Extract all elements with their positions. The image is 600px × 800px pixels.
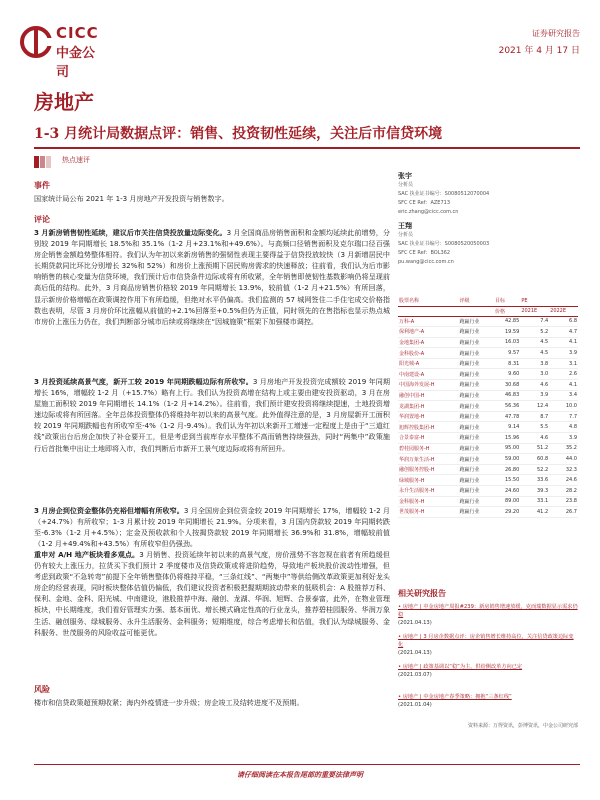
table-cell: 39.3 xyxy=(520,486,549,497)
table-cell: 4.5 xyxy=(520,348,549,359)
table-cell: 4.5 xyxy=(520,337,549,348)
table-cell: 金科股份-A xyxy=(398,348,459,359)
table-row xyxy=(398,475,578,486)
table-cell: 金科服务-H xyxy=(398,496,459,507)
table-cell: 跑赢行业 xyxy=(459,475,494,486)
cicc-logo-icon xyxy=(20,26,54,58)
related-report-item[interactable] xyxy=(398,693,578,709)
table-row xyxy=(398,401,578,412)
table-cell: 24.60 xyxy=(494,486,520,497)
table-row xyxy=(398,464,578,475)
paragraph-1-body: 3 月全国商品房销售面积和金额均延续此前增势，分别较 2019 年同期增长 18.5%和 35.1%（1-2 月+23.1%和+49.6%）。与高频口径销售面积及克尔瑞口径百强房企销售金额趋势整体相符。我们认为年初以来新房销售的强韧性表现主要得益于信贷投放较快（3 月新增居民中长期贷款同比环比分别增长 32%和 52%）和房价上涨预期下居民购房需求的快速释放；往前看，我们认为后市影响销售的核心变量为信贷环境，我们预计后市信贷条件边际或将有所收紧，全年销售即使韧性基数影响仍将呈现前高后低的结构。此外，3 月商品房销售价格较 2019 年同期增长 13.9%，较前值（1-2 月+21.5%）有所回落，显示新房价格增幅在政策调控作用下有所趋缓，但绝对水平仍偏高。我们监测的 57 城网签住二手住宅成交价格指数也表明，尽管 3 月房价环比涨幅从前值的+2.1%回落至+0.5%但仍为正值，同时领先的在售指标也显示热点城市房价上涨压力仍在，我们判断部分城市后续或将继续在“因城施策”框架下加强楼市调控。 xyxy=(34,228,390,326)
paragraph-4-body: 3 月销售、投资延续年初以来的高景气度，房价涨势不容忽视在前者有所趋缓但仍有较大上涨压力，拉货买下我们预计 2 季度楼市及信贷政策或将进阶趋势，导致地产板块股价波动性增强，但考虑到政策“不急转弯”前提下全年销售整体仍将维持平稳，“三条红线”、“两集中”等供给侧改革政策更加利好龙头房企的经营表现，同时板块整体估值仍偏低，我们建议投资者积极把握期期波动带来的低吸机会：A 股推荐万科、保利、金地、金科、阳光城、中南建设，港股推荐中海、融创、龙湖、华润、旭辉、合景泰富，此外，在物业管理板块，中长期维度，我们看好管理实力强、基本面优、增长模式确定性高的行业龙头，推荐碧桂园服务、华润万象生活、融创服务、绿城服务、永升生活服务、金科服务；短期维度，综合考虑增长和估值，我们认为绿城服务、金科服务、世茂服务的风险收益可能更优。 xyxy=(34,550,390,637)
table-header: 目标 xyxy=(494,296,520,306)
table-row xyxy=(398,337,578,348)
table-cell: 永升生活服务-H xyxy=(398,486,459,497)
sector-title: 房地产 xyxy=(34,90,94,114)
table-row xyxy=(398,369,578,380)
table-cell: 中国海外发展-H xyxy=(398,380,459,391)
table-cell: 跑赢行业 xyxy=(459,433,494,444)
related-report-date: (2021.04.13) xyxy=(398,650,432,656)
paragraph-2-lead: 3 月投资延续高景气度，新开工较 2019 年同期跌幅边际有所收窄。 xyxy=(34,377,253,386)
table-cell: 跑赢行业 xyxy=(459,496,494,507)
table-cell: 跑赢行业 xyxy=(459,411,494,422)
table-cell: 26.80 xyxy=(494,464,520,475)
table-cell: 金地集团-A xyxy=(398,337,459,348)
analyst-email[interactable]: eric.zhang@cicc.com.cn xyxy=(398,209,459,215)
table-cell: 跑赢行业 xyxy=(459,348,494,359)
table-cell: 23.8 xyxy=(549,496,578,507)
table-cell: 4.7 xyxy=(549,327,578,338)
table-cell: 15.50 xyxy=(494,475,520,486)
logo-text-en: CICC xyxy=(56,24,99,42)
analyst-sfc: SFC CE Ref：AZE713 xyxy=(398,200,451,206)
comp-table xyxy=(398,296,578,518)
paragraph-4-lead: 重申对 A/H 地产板块看多观点。 xyxy=(34,550,140,559)
table-cell: 3.0 xyxy=(520,369,549,380)
report-title: 1-3 月统计局数据点评：销售、投资韧性延续，关注后市信贷环境 xyxy=(34,126,443,142)
table-cell: 9.57 xyxy=(494,348,520,359)
table-row xyxy=(398,496,578,507)
paragraph-1-lead: 3 月新房销售韧性延续，建议后市关注信贷投放量边际变化。 xyxy=(34,228,227,237)
table-row xyxy=(398,411,578,422)
comment-paragraph-1 xyxy=(34,227,390,327)
analyst-sfc: SFC CE Ref：BOL362 xyxy=(398,250,451,256)
table-row xyxy=(398,454,578,465)
table-cell: 龙湖集团-H xyxy=(398,401,459,412)
analyst-sac: SAC 执业证书编号：S0080520050003 xyxy=(398,241,490,247)
table-row xyxy=(398,380,578,391)
table-subheader-row xyxy=(398,306,578,316)
paragraph-3-lead: 3 月房企到位资金整体仍充裕但增幅有所收窄。 xyxy=(34,506,184,515)
table-row xyxy=(398,327,578,338)
table-cell: 35.2 xyxy=(549,443,578,454)
table-cell: 2.6 xyxy=(549,369,578,380)
table-cell: 跑赢行业 xyxy=(459,358,494,369)
paragraph-3-body: 3 月全国房企到位资金较 2019 年同期增长 17%，增幅较 1-2 月（+24.7%）有所收窄；1-3 月累计较 2019 年同期增长 21.9%。分项来看，3 月国内贷款较 2019 年同期转跌至-6.3%（1-2 月+4.5%）；定金及预收款和个人按揭贷款较 2019 年同期增长 36.9%和 31.8%，增幅较前值（1-2 月+49.4%和+43.5%）有所收窄但仍强劲。 xyxy=(34,506,390,549)
table-cell: 32.3 xyxy=(549,464,578,475)
table-cell: 4.1 xyxy=(549,380,578,391)
table-cell: 59.00 xyxy=(494,454,520,465)
table-cell: 3.9 xyxy=(520,390,549,401)
table-row xyxy=(398,422,578,433)
table-cell: 29.20 xyxy=(494,507,520,518)
analyst-name: 张宇 xyxy=(398,172,412,180)
table-subheader xyxy=(398,306,459,316)
related-report-link[interactable]: • 房地产 | 3 月房企数据点评：房企销售增长维持高位，关注信贷政策边际变化 xyxy=(398,634,574,648)
table-cell: 4.1 xyxy=(549,337,578,348)
table-cell: 跑赢行业 xyxy=(459,401,494,412)
table-cell: 16.03 xyxy=(494,337,520,348)
related-report-item[interactable] xyxy=(398,603,578,627)
table-cell: 阳光城-A xyxy=(398,358,459,369)
table-cell: 跑赢行业 xyxy=(459,464,494,475)
report-type: 证券研究报告 xyxy=(532,29,580,38)
table-cell: 跑赢行业 xyxy=(459,369,494,380)
table-cell: 52.2 xyxy=(520,464,549,475)
report-tag: 热点速评 xyxy=(62,156,90,164)
table-cell: 跑赢行业 xyxy=(459,507,494,518)
table-row xyxy=(398,507,578,518)
table-cell: 合景泰富-H xyxy=(398,433,459,444)
table-row xyxy=(398,486,578,497)
table-cell: 28.2 xyxy=(549,486,578,497)
risk-text: 楼市和信贷政策超预期收紧；海内外疫情进一步升级；房企竣工及结转进度不及预期。 xyxy=(34,698,304,707)
paragraph-2-body: 3 月房地产开发投资完成额较 2019 年同期增长 16%，增幅较 1-2 月（+15.7%）略有上行。我们认为投资高增在结构上或主要由建安投资驱动，3 月在房屋施工面积较 2019 年同期增长 14.1%（1-2 月+14.2%）。往前看，我们预计建安投资将继续提速，土地投资增速边际或将有所回落。全年总体投资整体仍将维持年初以来的高景气度。此外值得注意的是，3 月房屋新开工面积较 2019 年同期跌幅也有所收窄至-4%（1-2 月-9.4%）。我们认为年初以来新开工增速一定程度上是由于“三道红线”政策出台后房企加快了补仓要开工，但是考虑到当前库存水平整体不高而销售持续强劲，同时“两集中”政策施行后首批集中出让土地即将入市，我们判断后市新开工景气度边际或将有所回升。 xyxy=(34,377,390,453)
comment-paragraph-3 xyxy=(34,505,390,549)
table-cell: 33.1 xyxy=(520,496,549,507)
table-row xyxy=(398,348,578,359)
table-row xyxy=(398,443,578,454)
table-cell: 60.8 xyxy=(520,454,549,465)
table-header: 评级 xyxy=(459,296,494,306)
analyst-name: 王翔 xyxy=(398,222,412,230)
table-subheader: 价格 xyxy=(494,306,520,316)
table-cell: 6.8 xyxy=(549,316,578,327)
related-report-item[interactable] xyxy=(398,663,578,679)
related-report-link[interactable]: • 房地产 | 政策基调以“稳”为主，供给侧改革方向已定 xyxy=(398,664,523,670)
table-cell: 89.00 xyxy=(494,496,520,507)
table-cell: 3.1 xyxy=(549,358,578,369)
footer-disclaimer: 请仔细阅读在本报告尾部的重要法律声明 xyxy=(237,771,363,779)
comp-table-body xyxy=(398,316,578,517)
table-cell: 4.6 xyxy=(520,433,549,444)
table-cell: 华润万象生活-H xyxy=(398,454,459,465)
table-cell: 4.6 xyxy=(520,380,549,391)
table-cell: 9.60 xyxy=(494,369,520,380)
table-cell: 44.0 xyxy=(549,454,578,465)
table-cell: 保利地产-A xyxy=(398,327,459,338)
table-cell: 跑赢行业 xyxy=(459,486,494,497)
cicc-logo xyxy=(20,22,100,80)
related-report-link[interactable]: • 房地产 | 中金房地产周报#239：新房销售增速放缓，克而瑞数据显示需求仍稳 xyxy=(398,604,578,618)
title-rule xyxy=(34,147,580,149)
table-cell: 51.2 xyxy=(520,443,549,454)
table-cell: 绿城服务-H xyxy=(398,475,459,486)
related-report-date: (2021.04.13) xyxy=(398,620,432,626)
tag-bar-icon xyxy=(34,153,54,165)
table-header-row xyxy=(398,296,578,306)
event-text: 国家统计局公布 2021 年 1-3 月房地产开发投资与销售数字。 xyxy=(34,194,229,203)
table-cell: 19.59 xyxy=(494,327,520,338)
related-report-date: (2021.01.04) xyxy=(398,702,432,708)
table-cell: 26.7 xyxy=(549,507,578,518)
table-cell: 8.31 xyxy=(494,358,520,369)
related-report-item[interactable] xyxy=(398,633,578,657)
table-header: PE xyxy=(520,296,578,306)
analyst-sac: SAC 执业证书编号：S0080512070004 xyxy=(398,191,490,197)
table-row xyxy=(398,390,578,401)
table-cell: 跑赢行业 xyxy=(459,327,494,338)
table-cell: 47.78 xyxy=(494,411,520,422)
table-cell: 8.7 xyxy=(520,411,549,422)
table-cell: 5.5 xyxy=(520,422,549,433)
table-cell: 56.36 xyxy=(494,401,520,412)
table-cell: 跑赢行业 xyxy=(459,422,494,433)
related-report-link[interactable]: • 房地产 | 中金房地产春季策略：拥抱“三条红线” xyxy=(398,694,512,700)
event-heading: 事件 xyxy=(34,181,50,190)
table-cell: 跑赢行业 xyxy=(459,337,494,348)
table-cell: 碧桂园服务-H xyxy=(398,443,459,454)
table-cell: 跑赢行业 xyxy=(459,316,494,327)
table-cell: 世茂服务-H xyxy=(398,507,459,518)
table-cell: 融创中国-H xyxy=(398,390,459,401)
table-row xyxy=(398,358,578,369)
table-header: 股票名称 xyxy=(398,296,459,306)
comment-heading: 评论 xyxy=(34,215,50,224)
table-cell: 华润置地-H xyxy=(398,411,459,422)
table-cell: 12.4 xyxy=(520,401,549,412)
table-cell: 旭辉控股集团-H xyxy=(398,422,459,433)
table-cell: 46.83 xyxy=(494,390,520,401)
footer-rule xyxy=(34,764,580,765)
table-cell: 4.8 xyxy=(549,422,578,433)
table-cell: 15.96 xyxy=(494,433,520,444)
comment-paragraph-4 xyxy=(34,549,390,638)
table-cell: 95.00 xyxy=(494,443,520,454)
table-cell: 3.8 xyxy=(520,358,549,369)
comp-table-wrapper xyxy=(398,296,578,518)
table-cell: 3.9 xyxy=(549,348,578,359)
table-cell: 3.9 xyxy=(549,433,578,444)
analyst-role: 分析员 xyxy=(398,232,414,238)
related-heading: 相关研究报告 xyxy=(398,589,446,598)
table-subheader: 2022E xyxy=(549,306,578,316)
table-cell: 中南建设-A xyxy=(398,369,459,380)
report-date: 2021 年 4 月 17 日 xyxy=(498,46,580,56)
table-cell: 41.2 xyxy=(520,507,549,518)
analyst-card xyxy=(398,222,578,267)
table-cell: 30.68 xyxy=(494,380,520,391)
analyst-email[interactable]: pu.wang@cicc.com.cn xyxy=(398,259,454,265)
table-cell: 24.6 xyxy=(549,475,578,486)
table-cell: 7.7 xyxy=(549,411,578,422)
table-cell: 7.4 xyxy=(520,316,549,327)
table-cell: 9.14 xyxy=(494,422,520,433)
table-cell: 融创服务控股-H xyxy=(398,464,459,475)
risk-heading: 风险 xyxy=(34,685,50,694)
analyst-role: 分析员 xyxy=(398,182,414,188)
table-cell: 跑赢行业 xyxy=(459,380,494,391)
related-report-date: (2021.03.07) xyxy=(398,672,432,678)
table-row xyxy=(398,316,578,327)
table-cell: 5.2 xyxy=(520,327,549,338)
table-cell: 跑赢行业 xyxy=(459,454,494,465)
table-row xyxy=(398,433,578,444)
table-cell: 3.4 xyxy=(549,390,578,401)
comment-paragraph-2 xyxy=(34,376,390,454)
analyst-card xyxy=(398,172,578,217)
table-subheader: 2021E xyxy=(520,306,549,316)
logo-text-cn: 中金公司 xyxy=(56,46,96,80)
table-cell: 33.6 xyxy=(520,475,549,486)
table-cell: 跑赢行业 xyxy=(459,390,494,401)
table-cell: 42.85 xyxy=(494,316,520,327)
table-subheader xyxy=(459,306,494,316)
table-cell: 10.0 xyxy=(549,401,578,412)
related-source-note: 资料来源：万得资讯，彭博资讯，中金公司研究部 xyxy=(467,723,578,729)
table-cell: 跑赢行业 xyxy=(459,443,494,454)
table-cell: 万科-A xyxy=(398,316,459,327)
